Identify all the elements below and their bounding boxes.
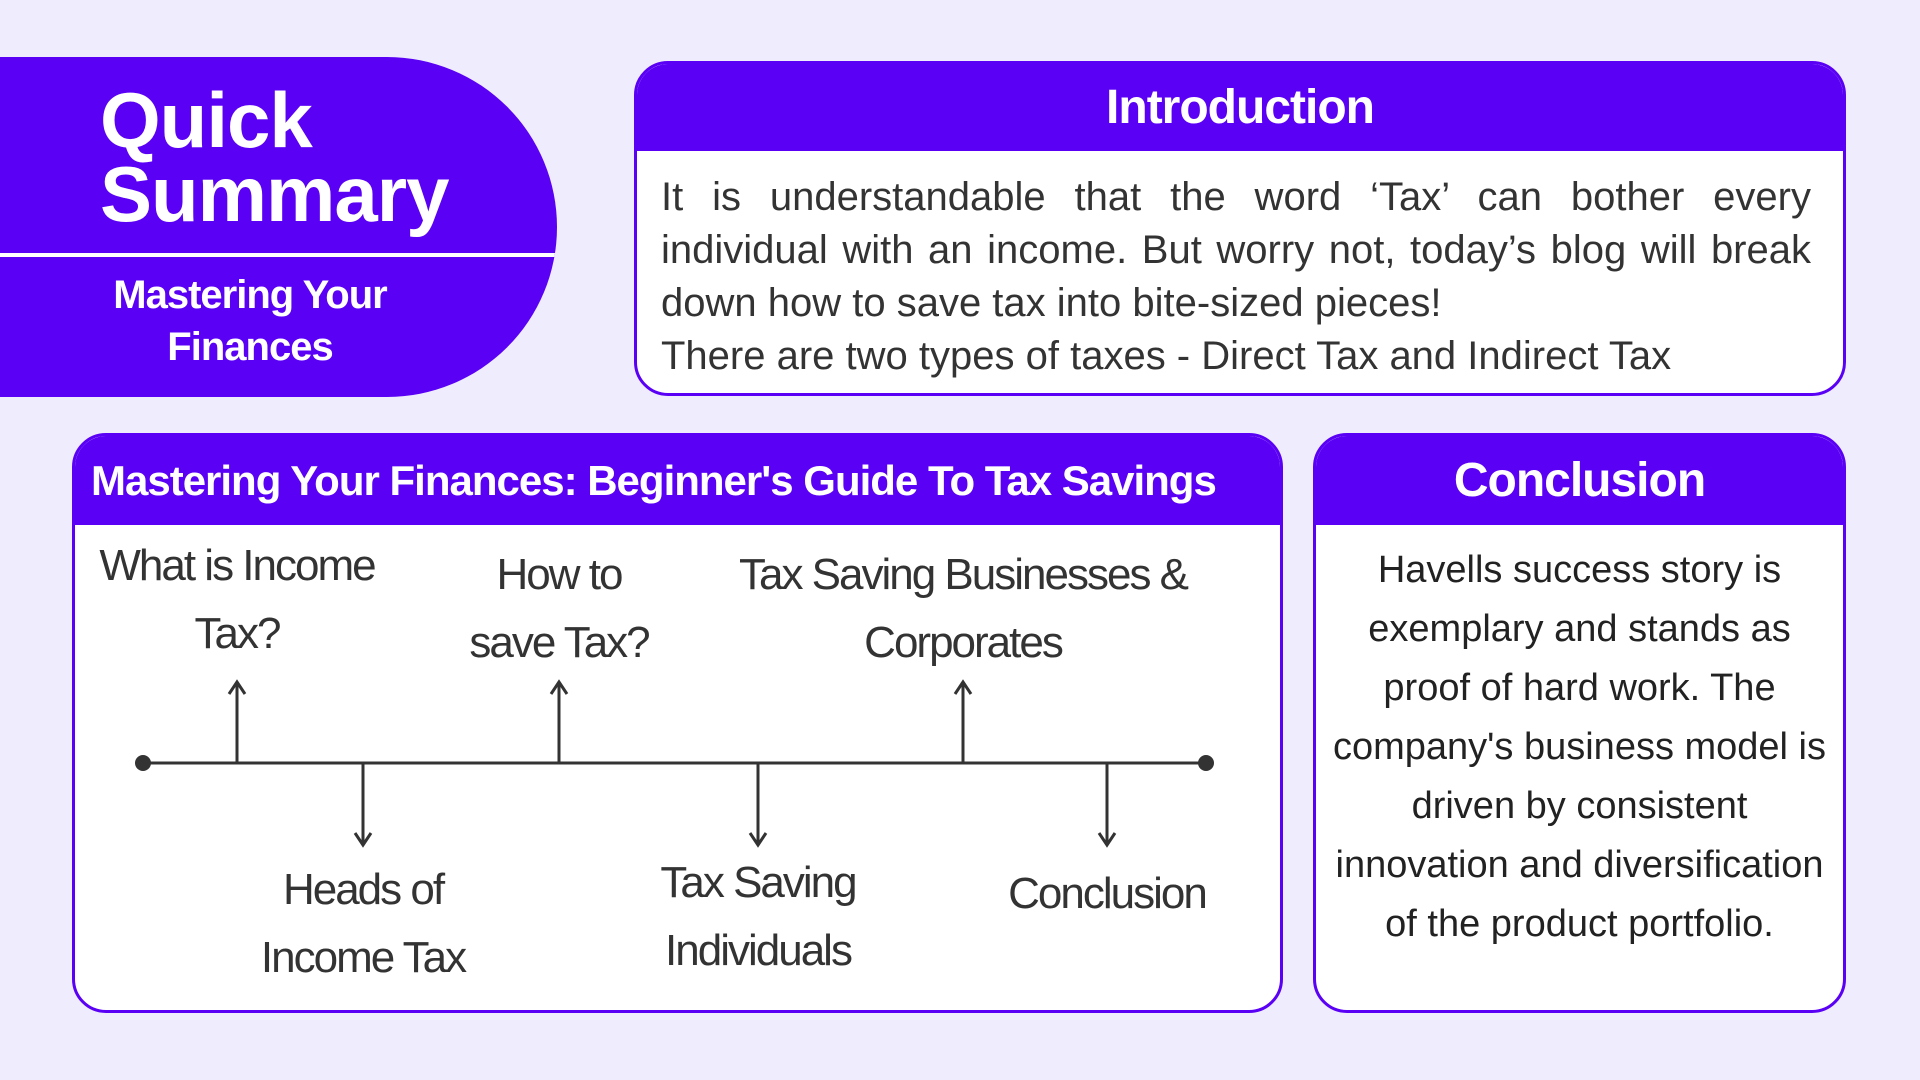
timeline-start-dot <box>135 755 151 771</box>
subtitle-line2: Finances <box>167 325 333 369</box>
conclusion-heading: Conclusion <box>1316 436 1843 525</box>
guide-heading: Mastering Your Finances: Beginner's Guide To Tax Savings <box>75 436 1280 525</box>
label-line: How to <box>496 550 622 599</box>
introduction-body <box>637 151 1843 383</box>
label-line: Individuals <box>665 926 851 975</box>
label-tax-saving-businesses <box>739 541 1187 677</box>
label-line: Conclusion <box>1008 869 1206 918</box>
label-line: Tax? <box>194 609 280 658</box>
introduction-taxes-line: There are two types of taxes - Direct Tax and Indirect Tax <box>661 334 1672 378</box>
label-conclusion <box>1008 860 1206 928</box>
subtitle-line1: Mastering Your <box>113 273 387 317</box>
label-line: What is Income <box>99 541 375 590</box>
label-line: Corporates <box>864 618 1062 667</box>
summary-divider <box>0 253 557 257</box>
label-line: Heads of <box>282 865 444 914</box>
quick-summary-panel <box>0 57 557 397</box>
label-line: save Tax? <box>469 618 649 667</box>
conclusion-card <box>1313 433 1846 1013</box>
label-line: Tax Saving <box>660 858 856 907</box>
label-how-to-save-tax <box>469 541 648 677</box>
timeline-end-dot <box>1198 755 1214 771</box>
introduction-paragraph: It is understandable that the word ‘Tax’ can bother every individual with an income. But worry not, today’s blog will break down how to save tax into bite-sized pieces! <box>661 175 1811 325</box>
guide-card <box>72 433 1283 1013</box>
conclusion-text: Havells success story is exemplary and stands as proof of hard work. The company's business model is driven by consistent innovation and diversification of the product portfolio. <box>1332 549 1827 945</box>
quick-summary-title <box>100 76 449 238</box>
quick-summary-subtitle <box>60 269 440 373</box>
label-line: Tax Saving Businesses & <box>738 550 1188 599</box>
label-tax-saving-individuals <box>660 849 855 985</box>
label-what-is-income-tax <box>99 532 374 668</box>
label-heads-of-income-tax <box>261 856 465 992</box>
label-line: Income Tax <box>260 933 466 982</box>
quick-summary-title-line1: Quick <box>100 76 312 164</box>
introduction-heading: Introduction <box>637 64 1843 151</box>
introduction-card <box>634 61 1846 396</box>
quick-summary-title-line2: Summary <box>100 150 449 238</box>
